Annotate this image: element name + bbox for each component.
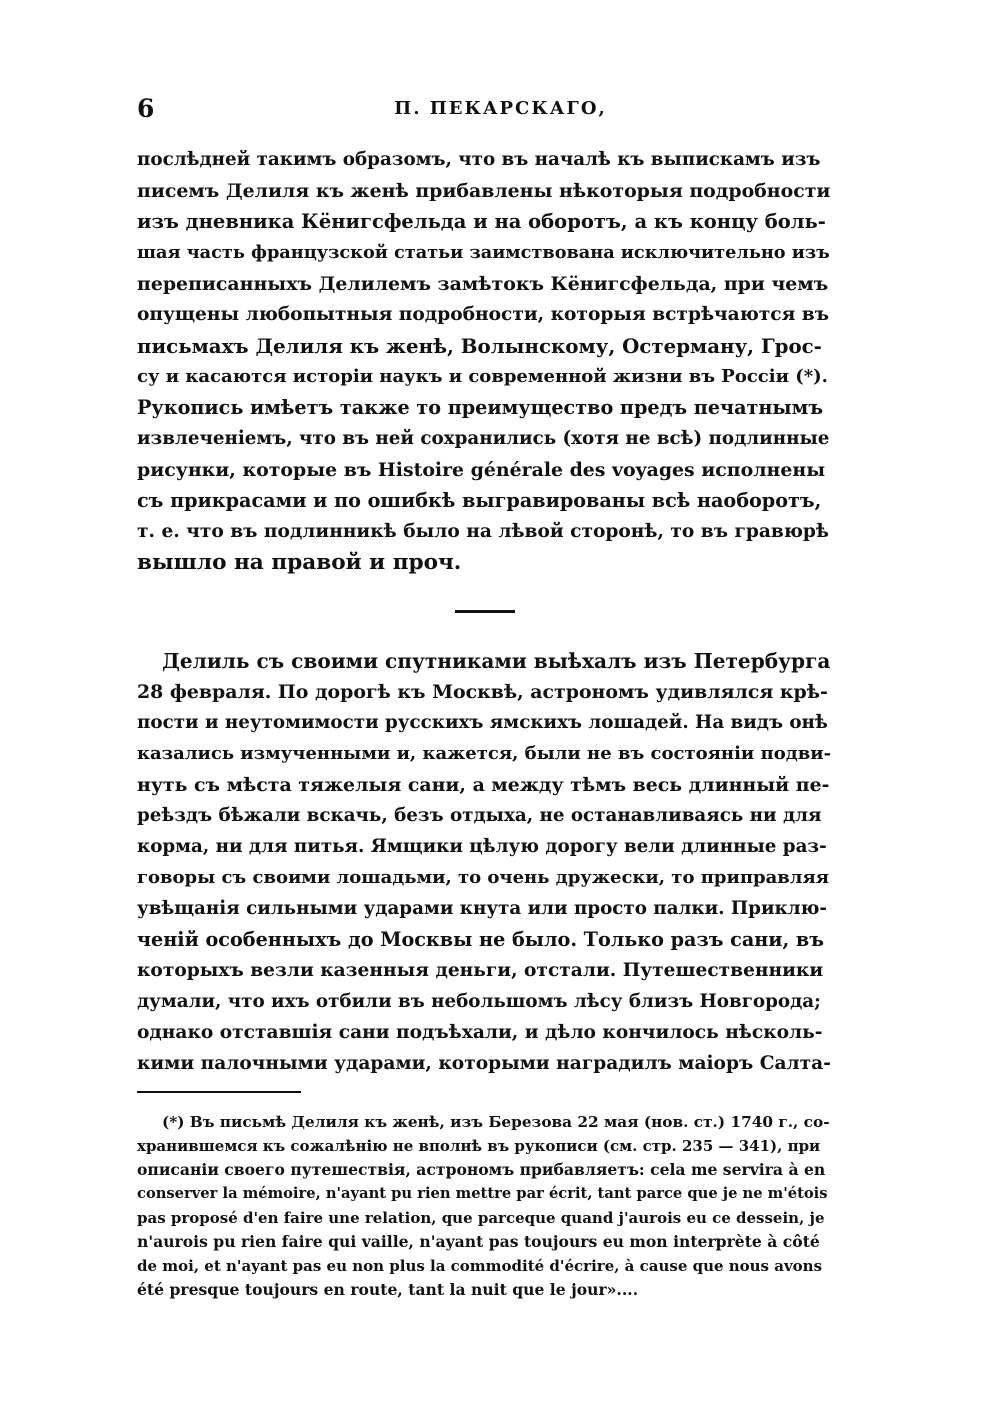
text-line: изъ дневника Кёнигсфельда и на оборотъ, а къ концу боль-: [137, 210, 826, 233]
text-line: т. е. что въ подлинникѣ было на лѣвой сторонѣ, то въ гравюрѣ: [137, 521, 829, 542]
text-line: письмахъ Делиля къ женѣ, Волынскому, Остерману, Грос-: [137, 334, 822, 358]
running-head: П. ПЕКАРСКАГО,: [394, 98, 607, 119]
text-line: Делиль съ своими спутниками выѣхалъ изъ Петербурга: [162, 649, 831, 673]
text-line: шая часть французской статьи заимствована исключительно изъ: [137, 242, 830, 263]
footnote-line: описаніи своего путешествія, астрономъ прибавляетъ: cela me servira à en: [137, 1160, 826, 1179]
footnote-line: de moi, et n'ayant pas eu non plus la commodité d'écrire, à cause que nous avons: [137, 1257, 823, 1275]
text-line: реѣздъ бѣжали вскачь, безъ отдыха, не останавливаясь ни для: [137, 805, 822, 826]
text-line: послѣдней такимъ образомъ, что въ началѣ къ выпискамъ изъ: [137, 149, 821, 170]
page-number: 6: [137, 94, 155, 123]
text-line: корма, ни для питья. Ямщики цѣлую дорогу вели длинные раз-: [137, 836, 827, 857]
text-line: однако отставшія сани подъѣхали, и дѣло кончилось нѣсколь-: [137, 1022, 823, 1043]
text-line: рисунки, которые въ Histoire générale des voyages исполнены: [137, 459, 826, 481]
page-header: [137, 94, 864, 128]
footnote-line: été presque toujours en route, tant la nuit que le jour»....: [137, 1280, 639, 1299]
text-line: 28 февраля. По дорогѣ къ Москвѣ, астрономъ удивлялся крѣ-: [137, 681, 828, 703]
footnote-line: (*) Въ письмѣ Делиля къ женѣ, изъ Березова 22 мая (нов. ст.) 1740 г., со-: [162, 1113, 830, 1131]
text-line: опущены любопытныя подробности, которыя встрѣчаются въ: [137, 304, 829, 325]
text-line: вышло на правой и проч.: [137, 550, 462, 575]
footnote-line: хранившемся къ сожалѣнію не вполнѣ въ рукописи (см. стр. 235 — 341), при: [137, 1137, 821, 1155]
text-line: писемъ Делиля къ женѣ прибавлены нѣкоторыя подробности: [137, 180, 831, 202]
section-divider: [455, 610, 515, 613]
text-line: нуть съ мѣста тяжелыя сани, а между тѣмъ весь длинный пе-: [137, 774, 830, 796]
footnote-line: conserver la mémoire, n'ayant pu rien mettre par écrit, tant parce que je ne m'étois: [137, 1185, 828, 1202]
text-line: которыхъ везли казенныя деньги, отстали. Путешественники: [137, 960, 824, 981]
text-line: су и касаются исторіи наукъ и современной жизни въ Россіи (*).: [137, 366, 828, 387]
footnote-line: pas proposé d'en faire une relation, que parceque quand j'aurois eu ce dessein, je: [137, 1209, 825, 1227]
text-line: извлеченіемъ, что въ ней сохранились (хотя не всѣ) подлинные: [137, 428, 830, 449]
footnote-line: n'aurois pu rien faire qui vaille, n'ayant pas toujours eu mon interprète à côté: [137, 1232, 820, 1251]
text-line: увѣщанія сильными ударами кнута или просто палки. Приклю-: [137, 898, 827, 919]
footnote-rule: [137, 1091, 301, 1093]
text-line: казались измученными и, кажется, были не въ состояніи подви-: [137, 743, 831, 764]
text-line: говоры съ своими лошадьми, то очень дружески, то приправляя: [137, 867, 830, 888]
text-line: переписанныхъ Делилемъ замѣтокъ Кёнигсфельда, при чемъ: [137, 273, 829, 295]
text-line: пости и неутомимости русскихъ ямскихъ лошадей. На видъ онѣ: [137, 712, 828, 733]
text-line: съ прикрасами и по ошибкѣ выгравированы всѣ наоборотъ,: [137, 489, 822, 512]
text-line: кими палочными ударами, которыми наградилъ маіоръ Салта-: [137, 1053, 831, 1074]
text-line: Рукопись имѣетъ также то преимущество предъ печатнымъ: [137, 396, 824, 419]
text-line: ченій особенныхъ до Москвы не было. Только разъ сани, въ: [137, 928, 824, 951]
text-line: думали, что ихъ отбили въ небольшомъ лѣсу близъ Новгорода;: [137, 991, 821, 1012]
